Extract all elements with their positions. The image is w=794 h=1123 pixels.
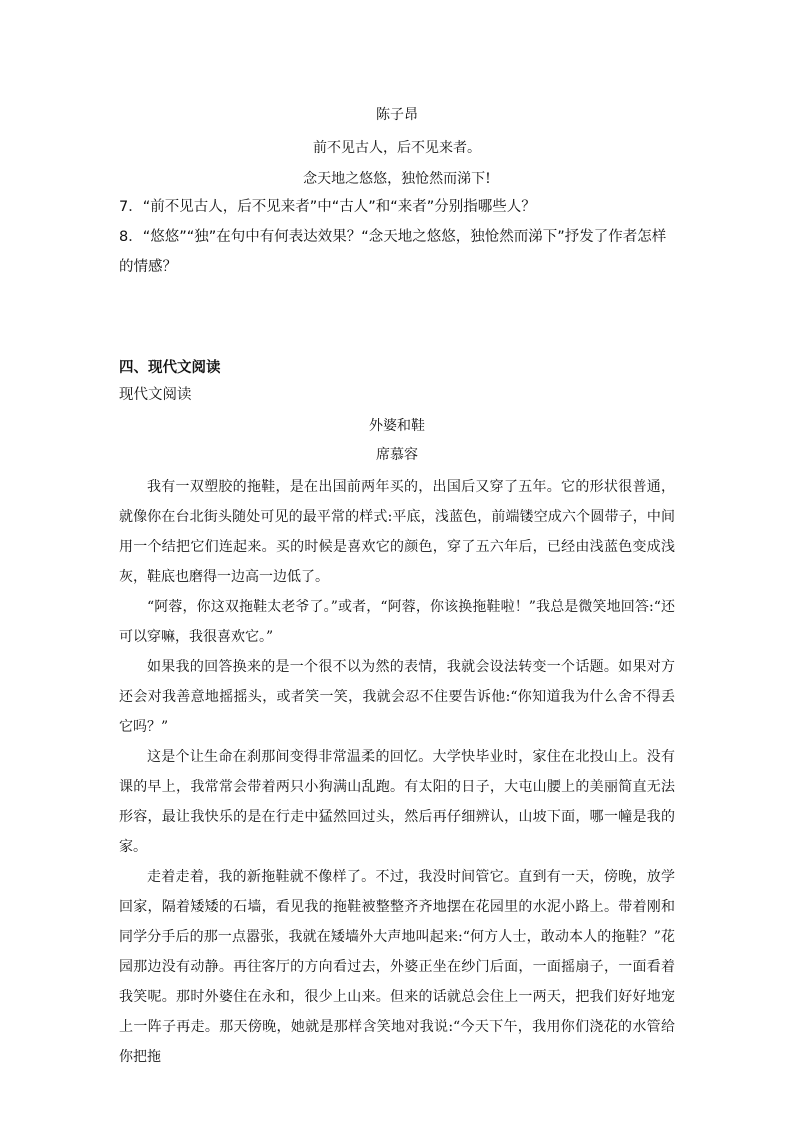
article-author: 席慕容: [376, 447, 418, 463]
poem-line-1: 前不见古人，后不见来者。: [313, 140, 481, 156]
section-subheading: 现代文阅读: [119, 387, 192, 403]
article-paragraph-3: 如果我的回答换来的是一个很不以为然的表情，我就会设法转变一个话题。如果对方还会对我善意地摇摇头，或者笑一笑，我就会忍不住要告诉他:“你知道我为什么舍不得丢它吗？”: [119, 659, 675, 735]
article-body: [119, 472, 675, 1072]
article-paragraph-4: 这是个让生命在刹那间变得非常温柔的回忆。大学快毕业时，家住在北投山上。没有课的早上，我常常会带着两只小狗满山乱跑。有太阳的日子，大屯山腰上的美丽简直无法形容，最让我快乐的是在行走中猛然回过头，然后再仔细辨认，山坡下面，哪一幢是我的家。: [119, 749, 675, 855]
poem-author: 陈子昂: [376, 107, 418, 123]
article-paragraph-5: 走着走着，我的新拖鞋就不像样了。不过，我没时间管它。直到有一天，傍晚，放学回家，隔着矮矮的石墙，看见我的拖鞋被整整齐齐地摆在花园里的水泥小路上。带着刚和同学分手后的那一点嚣张，我就在矮墙外大声地叫起来:“何方人士，敢动本人的拖鞋？”花园那边没有动静。再往客厅的方向看过去，外婆正坐在纱门后面，一面摇扇子，一面看着我笑呢。那时外婆住在永和，很少上山来。但来的话就总会住上一两天，把我们好好地宠上一阵子再走。那天傍晚，她就是那样含笑地对我说:“今天下午，我用你们浇花的水管给你把拖: [119, 869, 675, 1065]
article-paragraph-1: 我有一双塑胶的拖鞋，是在出国前两年买的，出国后又穿了五年。它的形状很普通，就像你在台北街头随处可见的最平常的样式:平底，浅蓝色，前端镂空成六个圆带子，中间用一个结把它们连起来。买的时候是喜欢它的颜色，穿了五六年后，已经由浅蓝色变成浅灰，鞋底也磨得一边高一边低了。: [119, 479, 675, 585]
question-8: 8．“悠悠”“独”在句中有何表达效果？“念天地之悠悠，独怆然而涕下”抒发了作者怎样的情感？: [119, 229, 667, 275]
article-paragraph-2: “阿蓉，你这双拖鞋太老爷了。”或者，“阿蓉，你该换拖鞋啦！”我总是微笑地回答:“还可以穿嘛，我很喜欢它。”: [119, 599, 675, 645]
section-heading: 四、现代文阅读: [119, 360, 221, 376]
question-7: 7．“前不见古人，后不见来者”中“古人”和“来者”分别指哪些人？: [119, 199, 536, 215]
article-title: 外婆和鞋: [369, 418, 425, 434]
poem-line-2: 念天地之悠悠，独怆然而涕下!: [303, 171, 491, 187]
